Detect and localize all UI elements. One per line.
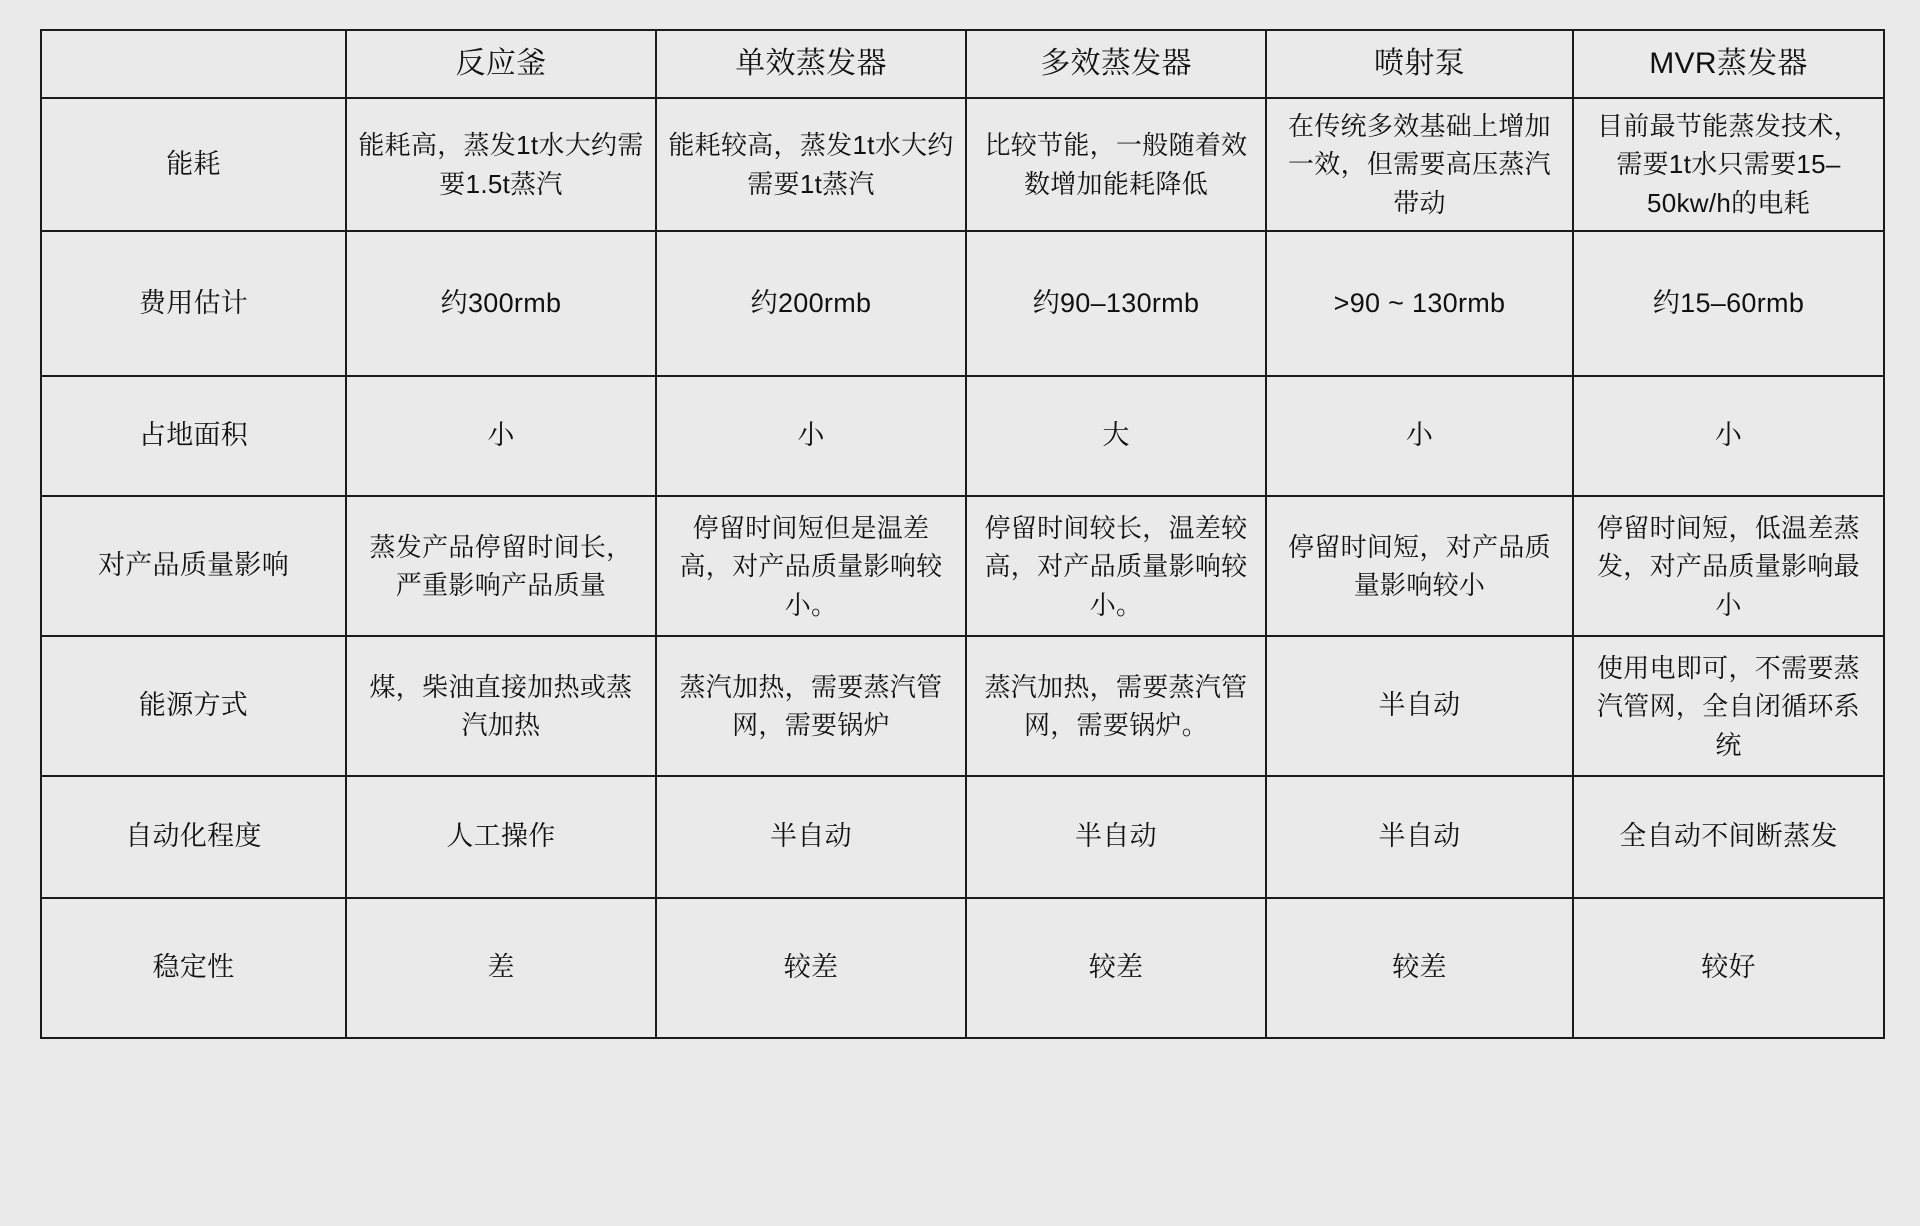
table-row: [41, 231, 1884, 376]
cell-energy-2: 比较节能，一般随着效数增加能耗降低: [966, 98, 1266, 231]
cell-area-3: 小: [1266, 376, 1573, 496]
comparison-table-container: [40, 29, 1883, 1039]
cell-source-4: 使用电即可，不需要蒸汽管网，全自闭循环系统: [1573, 636, 1884, 776]
cell-cost-0: 约300rmb: [346, 231, 656, 376]
column-header-1: 单效蒸发器: [656, 30, 966, 98]
row-header-energy-source: 能源方式: [41, 636, 346, 776]
cell-area-0: 小: [346, 376, 656, 496]
row-header-quality: 对产品质量影响: [41, 496, 346, 636]
cell-stable-1: 较差: [656, 898, 966, 1038]
cell-cost-2: 约90–130rmb: [966, 231, 1266, 376]
cell-cost-1: 约200rmb: [656, 231, 966, 376]
table-row: [41, 898, 1884, 1038]
cell-stable-4: 较好: [1573, 898, 1884, 1038]
table-row: [41, 776, 1884, 898]
column-header-0: 反应釜: [346, 30, 656, 98]
row-header-stability: 稳定性: [41, 898, 346, 1038]
table-row: [41, 496, 1884, 636]
cell-quality-3: 停留时间短，对产品质量影响较小: [1266, 496, 1573, 636]
cell-auto-1: 半自动: [656, 776, 966, 898]
table-row: [41, 98, 1884, 231]
cell-auto-4: 全自动不间断蒸发: [1573, 776, 1884, 898]
cell-stable-0: 差: [346, 898, 656, 1038]
evaporator-comparison-table: [40, 29, 1885, 1039]
table-row: [41, 376, 1884, 496]
table-corner-cell: [41, 30, 346, 98]
cell-quality-4: 停留时间短，低温差蒸发，对产品质量影响最小: [1573, 496, 1884, 636]
row-header-automation: 自动化程度: [41, 776, 346, 898]
cell-area-2: 大: [966, 376, 1266, 496]
cell-area-4: 小: [1573, 376, 1884, 496]
column-header-2: 多效蒸发器: [966, 30, 1266, 98]
cell-source-3: 半自动: [1266, 636, 1573, 776]
table-header: [41, 30, 1884, 98]
row-header-energy: 能耗: [41, 98, 346, 231]
cell-energy-3: 在传统多效基础上增加一效，但需要高压蒸汽带动: [1266, 98, 1573, 231]
table-body: [41, 98, 1884, 1038]
cell-quality-1: 停留时间短但是温差高，对产品质量影响较小。: [656, 496, 966, 636]
cell-energy-1: 能耗较高，蒸发1t水大约需要1t蒸汽: [656, 98, 966, 231]
cell-auto-3: 半自动: [1266, 776, 1573, 898]
cell-energy-0: 能耗高，蒸发1t水大约需要1.5t蒸汽: [346, 98, 656, 231]
row-header-area: 占地面积: [41, 376, 346, 496]
cell-source-1: 蒸汽加热，需要蒸汽管网，需要锅炉: [656, 636, 966, 776]
cell-area-1: 小: [656, 376, 966, 496]
cell-cost-3: >90 ~ 130rmb: [1266, 231, 1573, 376]
cell-auto-0: 人工操作: [346, 776, 656, 898]
cell-auto-2: 半自动: [966, 776, 1266, 898]
row-header-cost: 费用估计: [41, 231, 346, 376]
cell-quality-0: 蒸发产品停留时间长，严重影响产品质量: [346, 496, 656, 636]
cell-quality-2: 停留时间较长，温差较高，对产品质量影响较小。: [966, 496, 1266, 636]
cell-cost-4: 约15–60rmb: [1573, 231, 1884, 376]
table-header-row: [41, 30, 1884, 98]
cell-stable-2: 较差: [966, 898, 1266, 1038]
column-header-4: MVR蒸发器: [1573, 30, 1884, 98]
column-header-3: 喷射泵: [1266, 30, 1573, 98]
cell-stable-3: 较差: [1266, 898, 1573, 1038]
cell-source-2: 蒸汽加热，需要蒸汽管网，需要锅炉。: [966, 636, 1266, 776]
cell-source-0: 煤，柴油直接加热或蒸汽加热: [346, 636, 656, 776]
table-row: [41, 636, 1884, 776]
cell-energy-4: 目前最节能蒸发技术，需要1t水只需要15–50kw/h的电耗: [1573, 98, 1884, 231]
